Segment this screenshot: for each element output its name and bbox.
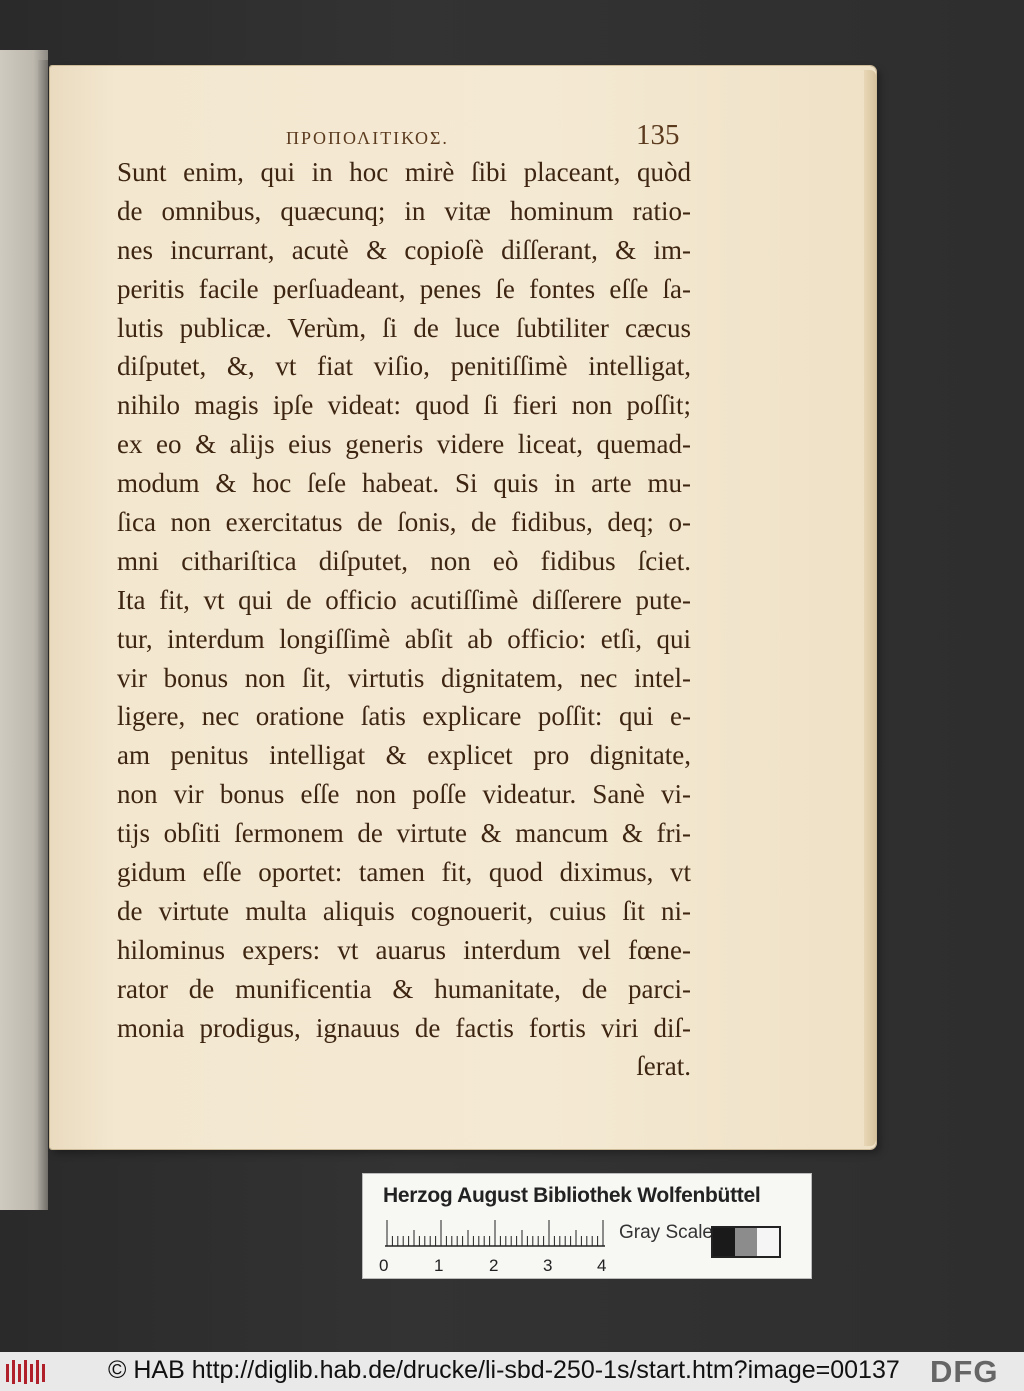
text-line: nihilo magis ipſe videat: quod ſi fieri non poſſit;: [117, 390, 691, 421]
text-line: diſputet, &, vt fiat viſio, penitiſſimè intelligat,: [117, 351, 691, 382]
text-line: ligere, nec oratione ſatis explicare poſſit: qui e-: [117, 701, 691, 732]
text-line: tijs obſiti ſermonem de virtute & mancum & fri-: [117, 818, 691, 849]
text-line: nes incurrant, acutè & copioſè diſſerant, & im-: [117, 234, 691, 265]
text-line: tur, interdum longiſſimè abſit ab officio: etſi, qui: [117, 623, 691, 654]
footer-bar: [0, 1352, 1024, 1391]
gray-step-mid: [735, 1228, 757, 1256]
text-line: am penitus intelligat & explicet pro dignitate,: [117, 740, 691, 771]
text-line: gidum eſſe oportet: tamen fit, quod diximus, vt: [117, 857, 691, 888]
ruler-digit: 3: [543, 1256, 553, 1275]
text-line: ſica non exercitatus de ſonis, de fidibus, deq; o-: [117, 507, 691, 538]
text-line: de virtute multa aliquis cognouerit, cuius ſit ni-: [117, 895, 691, 926]
text-line: peritis facile perſuadeant, penes ſe fontes eſſe ſa-: [117, 273, 691, 304]
body-text: [117, 153, 691, 1086]
text-line: modum & hoc ſeſe habeat. Si quis in arte mu-: [117, 468, 691, 499]
library-name: Herzog August Bibliothek Wolfenbüttel: [383, 1184, 761, 1207]
calibration-card: [362, 1173, 812, 1279]
gray-scale-swatch: [711, 1226, 781, 1258]
text-line: hilominus expers: vt auarus interdum vel fœne-: [117, 934, 691, 965]
text-line: de omnibus, quæcunq; in vitæ hominum ratio-: [117, 195, 691, 226]
ruler-digit: 1: [434, 1256, 444, 1275]
catchword: ſerat.: [636, 1051, 691, 1082]
text-line: lutis publicæ. Verùm, ſi de luce ſubtiliter cæcus: [117, 312, 691, 343]
gray-scale-label: Gray Scale: [619, 1222, 713, 1243]
text-line: ex eo & alijs eius generis videre liceat, quemad-: [117, 429, 691, 460]
text-line: monia prodigus, ignauus de factis fortis viri diſ-: [117, 1012, 691, 1043]
ruler-digit: 2: [489, 1256, 499, 1275]
text-line: non vir bonus eſſe non poſſe videatur. Sanè vi-: [117, 779, 691, 810]
text-line: Ita fit, vt qui de officio acutiſſimè diſſerere pute-: [117, 584, 691, 615]
ruler-digit: 0: [379, 1256, 389, 1275]
text-line: mni cithariſtica diſputet, non eò fidibus ſciet.: [117, 545, 691, 576]
running-head: ΠΡΟΠΟΛΙΤΙΚΟΣ.: [286, 128, 449, 148]
source-url-link[interactable]: © HAB http://diglib.hab.de/drucke/li-sbd-250-1s/start.htm?image=00137: [108, 1356, 900, 1384]
gray-step-white: [757, 1228, 779, 1256]
facing-page-shadow: [38, 60, 48, 1210]
text-line: vir bonus non ſit, virtutis dignitatem, nec intel-: [117, 662, 691, 693]
page-fore-edge: [864, 70, 876, 1146]
dfg-logo: DFG: [930, 1354, 999, 1389]
ruler-digit: 4: [597, 1256, 607, 1275]
text-line: rator de munificentia & humanitate, de parci-: [117, 973, 691, 1004]
page-number: 135: [636, 119, 680, 151]
gray-step-black: [713, 1228, 735, 1256]
ruler-icon: [385, 1218, 605, 1248]
ruler-digits: [379, 1256, 619, 1276]
barcode-logo-icon: [4, 1358, 48, 1386]
text-line: Sunt enim, qui in hoc mirè ſibi placeant, quòd: [117, 157, 691, 187]
